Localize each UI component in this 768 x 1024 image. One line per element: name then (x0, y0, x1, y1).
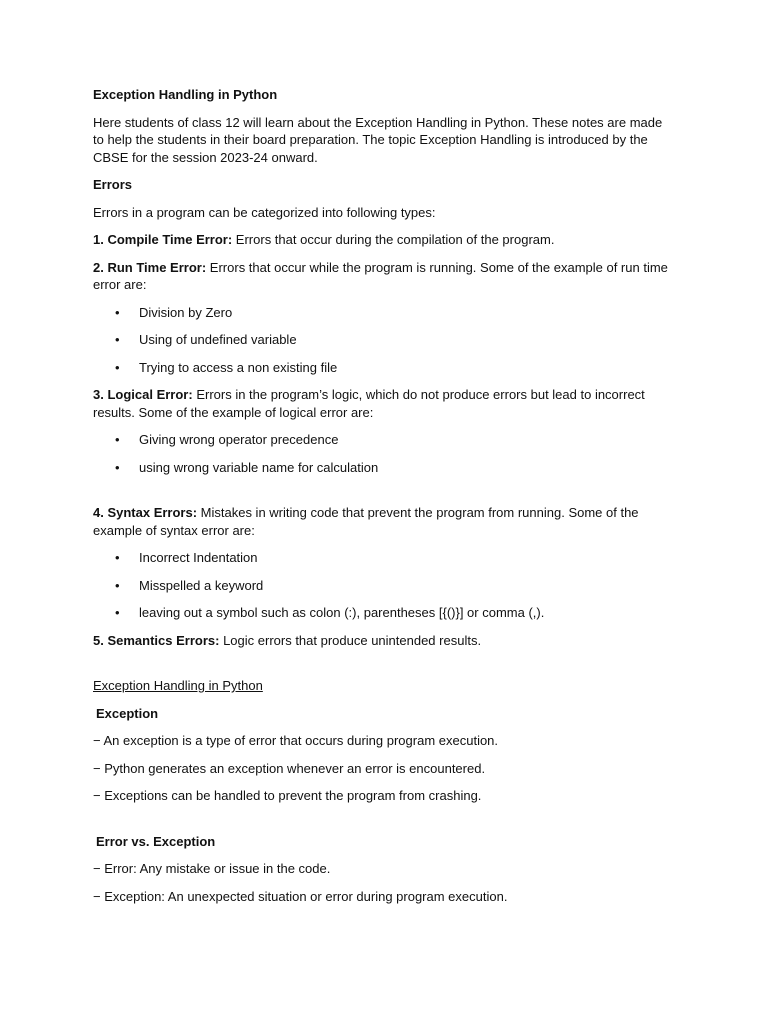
semantics-error-paragraph (93, 632, 673, 650)
blank-line (93, 486, 673, 504)
syntax-error-text: Mistakes in writing code that prevent the program from running. Some of the example of syntax error are: (93, 505, 639, 538)
run-time-error-list (93, 304, 673, 377)
error-vs-point: − Error: Any mistake or issue in the code. (93, 861, 331, 876)
list-item: • Trying to access a non existing file (93, 359, 673, 377)
syntax-error-list (93, 549, 673, 622)
document-page (93, 86, 673, 915)
compile-time-error-paragraph (93, 231, 673, 249)
run-time-error-text: Errors that occur while the program is running. Some of the example of run time error are: (93, 259, 668, 292)
blank-line (93, 815, 673, 833)
logical-error-label: 3. Logical Error: (93, 387, 193, 402)
exception-point: − An exception is a type of error that occurs during program execution. (93, 733, 499, 748)
exception-point: − Python generates an exception whenever an error is encountered. (93, 760, 486, 776)
list-item: • Incorrect Indentation (93, 549, 673, 567)
list-item: • Using of undefined variable (93, 331, 673, 349)
logical-error-list (93, 431, 673, 476)
syntax-error-label: 4. Syntax Errors: (93, 505, 198, 520)
errors-heading: Errors (93, 177, 133, 192)
error-vs-exception-heading: Error vs. Exception (96, 833, 216, 849)
list-item: • leaving out a symbol such as colon (:), parentheses [{()}] or comma (,). (93, 604, 673, 622)
list-item: • using wrong variable name for calculation (93, 459, 673, 477)
run-time-error-paragraph (93, 259, 673, 294)
errors-intro: Errors in a program can be categorized into following types: (93, 204, 436, 220)
list-item: • Division by Zero (93, 304, 673, 322)
section-title: Exception Handling in Python (93, 678, 263, 693)
list-item: • Giving wrong operator precedence (93, 431, 673, 449)
compile-time-error-label: 1. Compile Time Error: (93, 232, 233, 247)
exception-point: − Exceptions can be handled to prevent the program from crashing. (93, 788, 482, 803)
exception-heading: Exception (96, 705, 159, 721)
list-item: • Misspelled a keyword (93, 577, 673, 595)
logical-error-paragraph (93, 386, 673, 421)
error-vs-point: − Exception: An unexpected situation or error during program execution. (93, 888, 508, 904)
syntax-error-paragraph (93, 504, 673, 539)
document-title: Exception Handling in Python (93, 87, 278, 102)
compile-time-error-text: Errors that occur during the compilation of the program. (232, 232, 555, 247)
run-time-error-label: 2. Run Time Error: (93, 259, 207, 275)
logical-error-text: Errors in the program’s logic, which do not produce errors but lead to incorrect results. Some of the example of logical error are: (93, 387, 645, 420)
blank-line (93, 659, 673, 677)
semantics-error-text: Logic errors that produce unintended results. (219, 632, 482, 648)
intro-paragraph: Here students of class 12 will learn about the Exception Handling in Python. These notes are made to help the students in their board preparation. The topic Exception Handling is introduced by the CBSE for the session 2023-24 onward. (93, 114, 663, 165)
semantics-error-label: 5. Semantics Errors: (93, 632, 220, 648)
